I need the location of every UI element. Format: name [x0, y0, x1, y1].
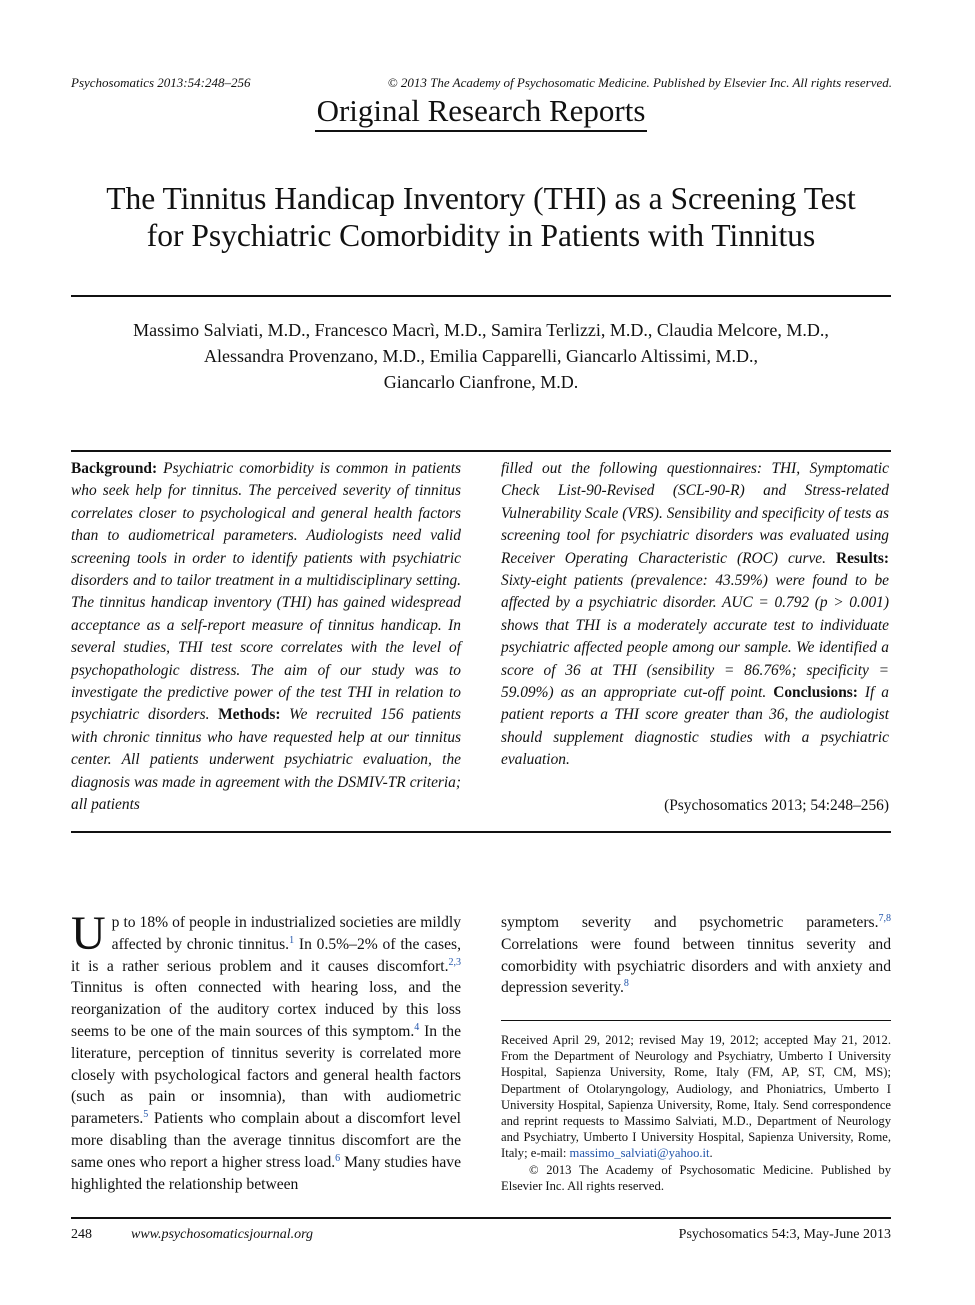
article-title-line-2: for Psychiatric Comorbidity in Patients with Tinnitus — [146, 218, 816, 253]
title-divider — [71, 295, 891, 297]
reference-link[interactable]: 8 — [623, 978, 629, 990]
body-text: Many studies have highlighted the relationship between — [71, 1153, 462, 1193]
dropcap: U — [71, 907, 106, 960]
reference-link[interactable]: 2,3 — [448, 956, 461, 968]
notes-divider — [501, 1020, 891, 1021]
background-text: Psychiatric comorbidity is common in patients who seek help for tinnitus. The perceived severity of tinnitus correlates closer to psychological and general health factors than to audiometrical parameters. Audiologists need valid screening tools in order to identify patients with psychiatric disorders and to tailor treatment in a multidisciplinary setting. The tinnitus handicap inventory (THI) has gained widespread acceptance as a self-report measure of tinnitus handicap. In several studies, THI test score correlates with the level of psychopathologic distress. The aim of our study was to investigate the predictive power of the test THI in relation to psychiatric disorders. — [71, 460, 461, 724]
conclusions-label: Conclusions: — [773, 684, 858, 702]
section-title-text: Original Research Reports — [315, 93, 648, 132]
body-text: p to 18% of people in industrialized societies are mildly affected by chronic tinnitus. — [111, 914, 461, 953]
reference-link[interactable]: 1 — [289, 934, 295, 946]
article-title-line-1: The Tinnitus Handicap Inventory (THI) as a Screening Test — [106, 181, 856, 216]
journal-issue: Psychosomatics 54:3, May-June 2013 — [678, 1227, 891, 1242]
page-number: 248 — [71, 1227, 92, 1242]
author-list — [60, 317, 902, 395]
body-text: Patients who complain about a discomfort level more disabling than the average tinnitus discomfort are the same ones who report a higher stress load. — [71, 1110, 461, 1171]
reference-link[interactable]: 6 — [335, 1152, 341, 1164]
authors-line-2: Alessandra Provenzano, M.D., Emilia Capparelli, Giancarlo Altissimi, M.D., — [204, 346, 758, 366]
body-left-column — [71, 907, 462, 1195]
body-text: In the literature, perception of tinnitus severity is correlated more closely with psychological factors and general health factors (such as pain or insomnia), than with audiometric parameters. — [71, 1022, 461, 1128]
body-right-column — [501, 912, 891, 999]
abstract-right-column — [501, 458, 889, 772]
body-text: Correlations were found between tinnitus severity and comorbidity with psychiatric disorders and with anxiety and depression severity. — [501, 935, 891, 997]
email-link[interactable]: massimo_salviati@yahoo.it — [569, 1146, 710, 1161]
methods-text-continued: filled out the following questionnaires: THI, Symptomatic Check List-90-Revised (SCL-90-R) and Stress-related Vulnerability Scale (VRS). Sensibility and specificity of tests as screening tool for psychiatric disorders was evaluated using Receiver Operating Characteristic (ROC) curve. — [501, 460, 889, 567]
reference-link[interactable]: 5 — [143, 1108, 149, 1120]
article-title — [60, 180, 902, 254]
results-text: Sixty-eight patients (prevalence: 43.59%) were found to be affected by a psychiatric disorder. AUC = 0.792 (p > 0.001) shows that THI is a moderately accurate test to individuate psychiatric affected people among our sample. We identified a score of 36 at THI (sensibility = 86.76%; specificity = 59.09%) as an appropriate cut-off point. — [501, 572, 889, 702]
notes-copyright: © 2013 The Academy of Psychosomatic Medicine. Published by Elsevier Inc. All rights reserved. — [501, 1162, 891, 1193]
authors-line-3: Giancarlo Cianfrone, M.D. — [383, 372, 579, 392]
received-info: Received April 29, 2012; revised May 19, 2012; accepted May 21, 2012. From the Department of Neurology and Psychiatry, Umberto I University Hospital, Sapienza University, Rome, Italy (FM, AP, ST, CM, MS); Department of Otolaryngology, Audiology, and Phoniatrics, Umberto I University Hospital, Sapienza University, Rome, Italy. Send correspondence and reprint requests to Massimo Salviati, M.D., Department of Neurology and Psychiatry, Umberto I University Hospital, Sapienza University, Rome, Italy; e-mail: — [501, 1033, 891, 1161]
background-label: Background: — [71, 460, 158, 477]
footer-divider — [71, 1217, 891, 1219]
journal-citation: Psychosomatics 2013:54:248–256 — [71, 75, 251, 90]
abstract-bottom-divider — [71, 831, 891, 833]
body-text: symptom severity and psychometric parameters. — [501, 914, 879, 931]
methods-label: Methods: — [218, 706, 281, 724]
body-text: Tinnitus is often connected with hearing loss, and the reorganization of the auditory cortex induced by this loss seems to be one of the main sources of this symptom. — [71, 979, 461, 1040]
conclusions-text: If a patient reports a THI score greater than 36, the audiologist should supplement diagnostic studies with a psychiatric evaluation. — [501, 684, 889, 769]
journal-url[interactable]: www.psychosomaticsjournal.org — [131, 1227, 314, 1242]
abstract-left-column — [71, 458, 461, 817]
article-notes: Received April 29, 2012; revised May 19, 2012; accepted May 21, 2012. From the Department of Neurology and Psychiatry, Umberto I University Hospital, Sapienza University, Rome, Italy (FM, AP, ST, CM, MS); Department of Otolaryngology, Audiology, and Phoniatrics, Umberto I University Hospital, Sapienza University, Rome, Italy. Send correspondence and reprint requests to Massimo Salviati, M.D., Department of Neurology and Psychiatry, Umberto I University Hospital, Sapienza University, Rome, Italy; e-mail: massimo_salviati@yahoo.it. © 2013 The Academy of Psychosomatic Medicine. Published by Elsevier Inc. All rights reserved. — [501, 1033, 891, 1193]
abstract-citation: (Psychosomatics 2013; 54:248–256) — [664, 797, 889, 814]
methods-text: We recruited 156 patients with chronic tinnitus who have requested help at our tinnitus center. All patients underwent psychiatric evaluation, the diagnosis was made in agreement with the DSMIV-TR criteria; all patients — [71, 706, 461, 814]
section-title — [0, 92, 962, 130]
reference-link[interactable]: 7,8 — [878, 912, 891, 924]
authors-line-1: Massimo Salviati, M.D., Francesco Macrì, M.D., Samira Terlizzi, M.D., Claudia Melcore, M.D., — [133, 320, 829, 340]
reference-link[interactable]: 4 — [414, 1021, 420, 1033]
header-copyright: © 2013 The Academy of Psychosomatic Medicine. Published by Elsevier Inc. All rights reserved. — [387, 75, 892, 90]
body-text: In 0.5%–2% of the cases, it is a rather serious problem and it causes discomfort. — [71, 935, 461, 975]
results-label: Results: — [835, 549, 889, 567]
abstract-top-divider — [71, 450, 891, 452]
